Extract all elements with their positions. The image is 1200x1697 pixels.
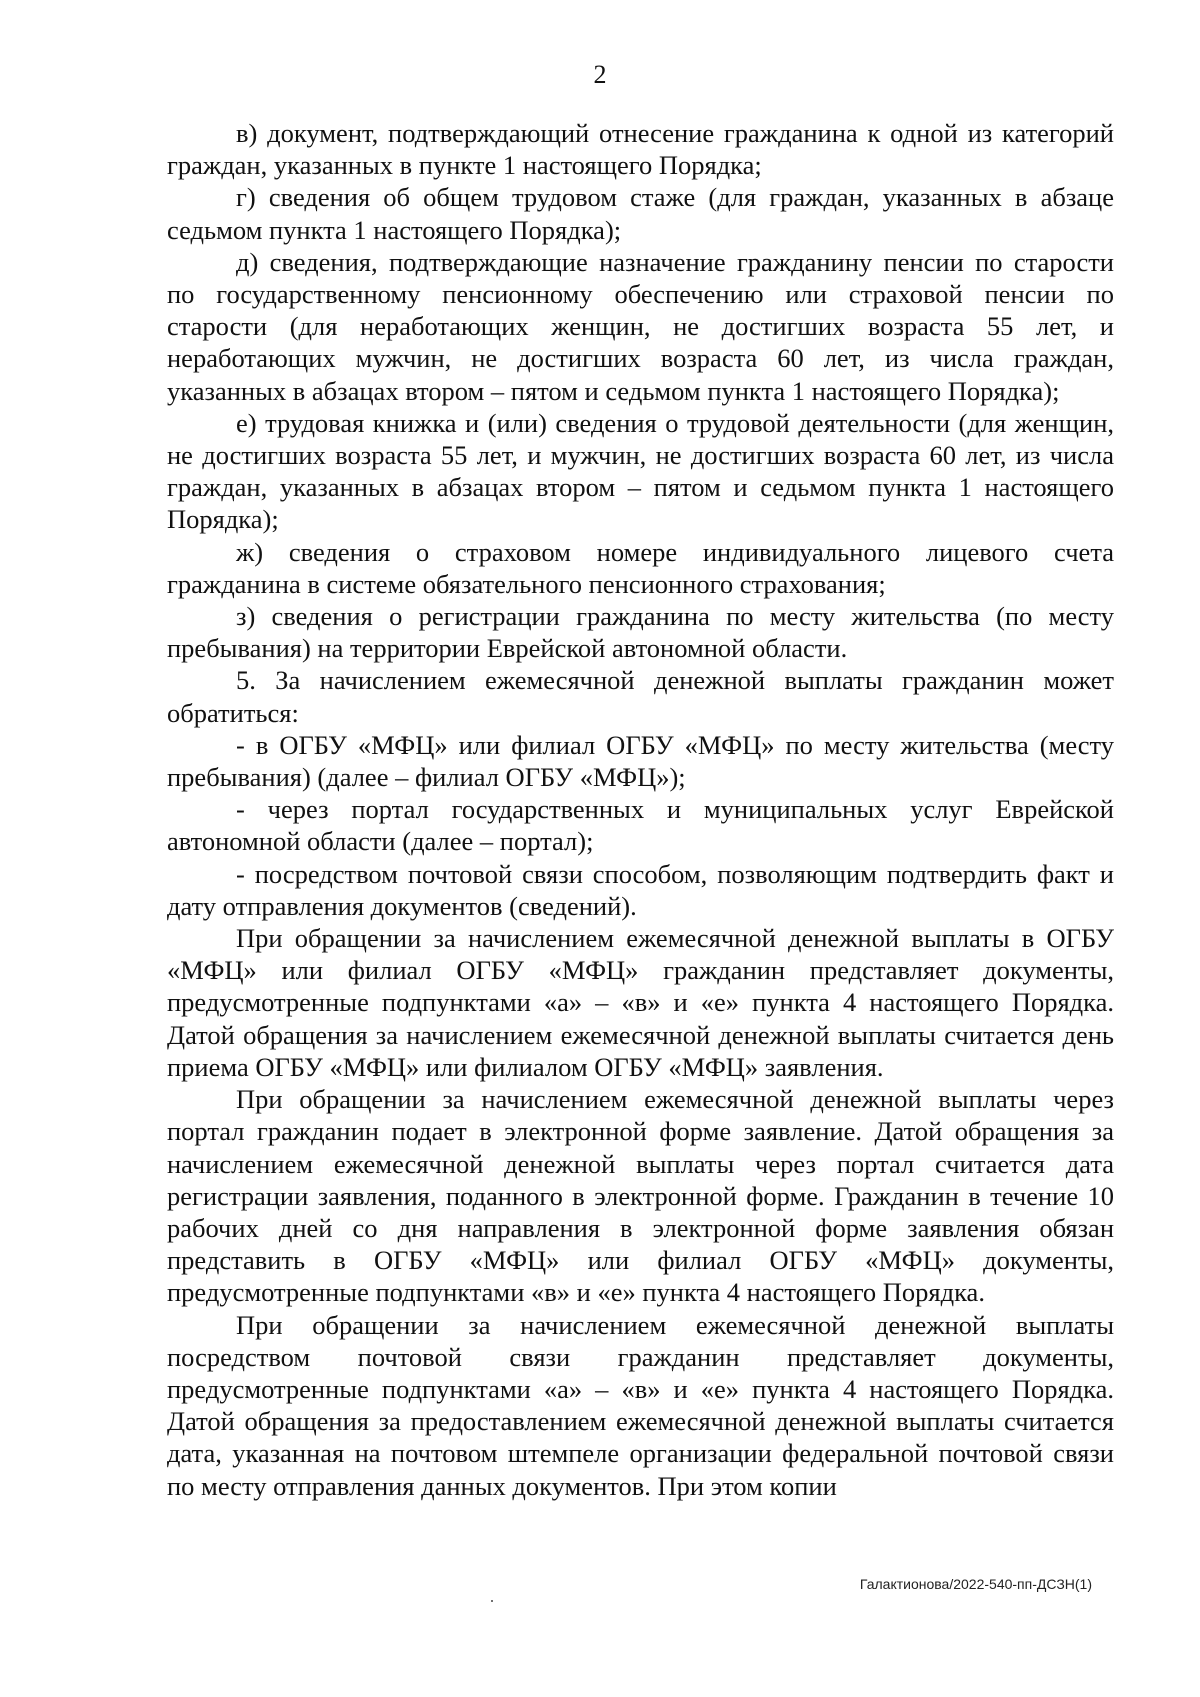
footer-dot: [491, 1600, 493, 1602]
paragraph-item-g: г) сведения об общем трудовом стаже (для граждан, указанных в абзаце седьмом пункта 1 настоящего Порядка);: [167, 182, 1114, 245]
list-item-post: - посредством почтовой связи способом, позволяющим подтвердить факт и дату отправления документов (сведений).: [167, 858, 1114, 921]
paragraph-portal-application: При обращении за начислением ежемесячной денежной выплаты через портал гражданин подает в электронной форме заявление. Датой обращения за начислением ежемесячной денежной выплаты через портал считается дата регистрации заявления, поданного в электронной форме. Гражданин в течение 10 рабочих дней со дня направления в электронной форме заявления обязан представить в ОГБУ «МФЦ» или филиал ОГБУ «МФЦ» документы, предусмотренные подпунктами «в» и «е» пункта 4 настоящего Порядка.: [167, 1084, 1114, 1308]
paragraph-item-e: е) трудовая книжка и (или) сведения о трудовой деятельности (для женщин, не достигших возраста 55 лет, и мужчин, не достигших возраста 60 лет, из числа граждан, указанных в абзацах втором – пятом и седьмом пункта 1 настоящего Порядка);: [167, 407, 1114, 535]
paragraph-item-v: в) документ, подтверждающий отнесение гражданина к одной из категорий граждан, указанных в пункте 1 настоящего Порядка;: [167, 118, 1114, 181]
page-number: 2: [593, 60, 607, 89]
paragraph-post-application: При обращении за начислением ежемесячной денежной выплаты посредством почтовой связи гражданин представляет документы, предусмотренные подпунктами «а» – «в» и «е» пункта 4 настоящего Порядка. Датой обращения за предоставлением ежемесячной денежной выплаты считается дата, указанная на почтовом штемпеле организации федеральной почтовой связи по месту отправления данных документов. При этом копии: [167, 1309, 1114, 1501]
paragraph-section-5: 5. За начислением ежемесячной денежной выплаты гражданин может обратиться:: [167, 665, 1114, 728]
list-item-portal: - через портал государственных и муниципальных услуг Еврейской автономной области (далее – портал);: [167, 794, 1114, 857]
document-body: [167, 117, 1114, 1502]
paragraph-item-d: д) сведения, подтверждающие назначение гражданину пенсии по старости по государственному пенсионному обеспечению или страховой пенсии по старости (для неработающих женщин, не достигших возраста 55 лет, и неработающих мужчин, не достигших возраста 60 лет, из числа граждан, указанных в абзацах втором – пятом и седьмом пункта 1 настоящего Порядка);: [167, 246, 1114, 406]
paragraph-mfc-application: При обращении за начислением ежемесячной денежной выплаты в ОГБУ «МФЦ» или филиал ОГБУ «МФЦ» гражданин представляет документы, предусмотренные подпунктами «а» – «в» и «е» пункта 4 настоящего Порядка. Датой обращения за начислением ежемесячной денежной выплаты считается день приема ОГБУ «МФЦ» или филиалом ОГБУ «МФЦ» заявления.: [167, 923, 1114, 1082]
document-code: Галактионова/2022-540-пп-ДСЗН(1): [859, 1576, 1092, 1592]
paragraph-item-z: з) сведения о регистрации гражданина по месту жительства (по месту пребывания) на территории Еврейской автономной области.: [167, 601, 1114, 664]
list-item-mfc: - в ОГБУ «МФЦ» или филиал ОГБУ «МФЦ» по месту жительства (месту пребывания) (далее – филиал ОГБУ «МФЦ»);: [167, 729, 1114, 793]
paragraph-item-zh: ж) сведения о страховом номере индивидуального лицевого счета гражданина в системе обязательного пенсионного страхования;: [167, 536, 1114, 599]
